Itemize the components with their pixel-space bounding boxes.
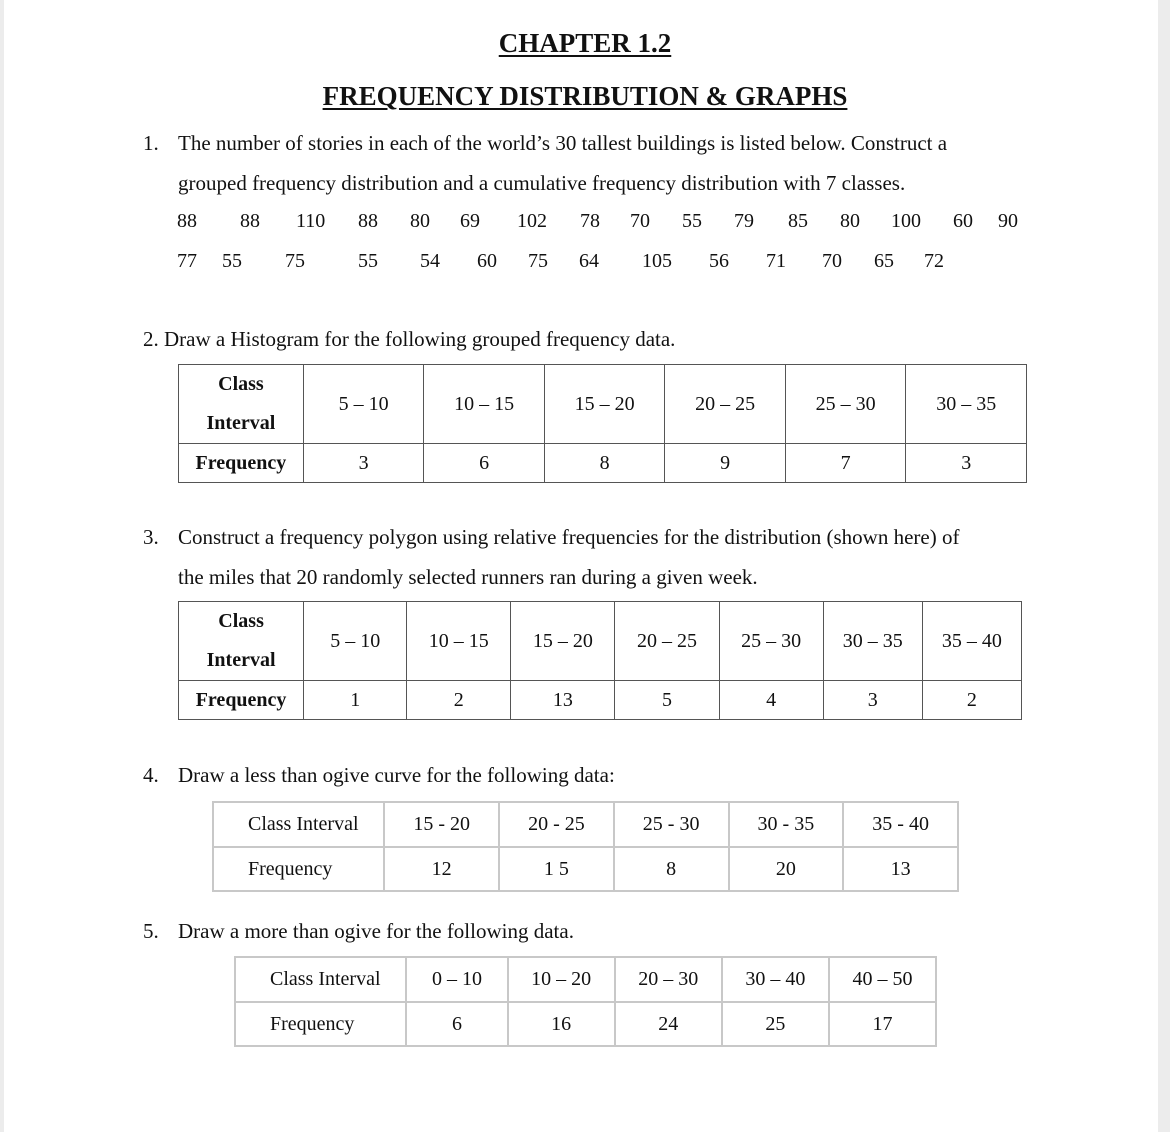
data-value: 75 (528, 250, 548, 272)
q4-number: 4. (143, 763, 159, 787)
frequency-cell: 2 (407, 681, 511, 720)
interval-cell: 5 – 10 (304, 602, 407, 681)
data-value: 80 (840, 210, 860, 232)
frequency-header: Frequency (179, 444, 304, 483)
interval-cell: 25 - 30 (614, 802, 729, 847)
header-line: Class (218, 373, 264, 395)
interval-cell: 20 – 30 (615, 957, 722, 1002)
class-interval-header (179, 365, 304, 444)
q1-text-line1: The number of stories in each of the world’s 30 tallest buildings is listed below. Construct a (178, 131, 948, 155)
q4-frequency-table (212, 801, 959, 892)
frequency-cell: 25 (722, 1002, 829, 1046)
frequency-cell: 2 (922, 681, 1021, 720)
q1-text-line2: grouped frequency distribution and a cumulative frequency distribution with 7 classes. (178, 171, 906, 195)
interval-cell: 35 – 40 (922, 602, 1021, 681)
frequency-cell: 3 (906, 444, 1027, 483)
frequency-cell: 16 (508, 1002, 615, 1046)
interval-cell: 10 – 15 (424, 365, 545, 444)
frequency-cell: 24 (615, 1002, 722, 1046)
interval-cell: 5 – 10 (303, 365, 424, 444)
interval-cell: 10 – 20 (508, 957, 615, 1002)
frequency-header: Frequency (179, 681, 304, 720)
class-interval-header (179, 602, 304, 681)
interval-cell: 30 – 35 (823, 602, 922, 681)
data-value: 77 (177, 250, 197, 272)
data-value: 105 (642, 250, 672, 272)
interval-cell: 0 – 10 (406, 957, 507, 1002)
q3-text-line2: the miles that 20 randomly selected runners ran during a given week. (178, 565, 758, 589)
q5-frequency-table (234, 956, 937, 1047)
frequency-cell: 9 (665, 444, 786, 483)
data-value: 64 (579, 250, 599, 272)
data-value: 65 (874, 250, 894, 272)
q4-text: Draw a less than ogive curve for the following data: (178, 763, 615, 787)
q5-text: Draw a more than ogive for the following data. (178, 919, 574, 943)
frequency-header: Frequency (235, 1002, 406, 1046)
data-value: 88 (358, 210, 378, 232)
interval-cell: 30 – 40 (722, 957, 829, 1002)
data-value: 78 (580, 210, 600, 232)
frequency-cell: 1 (304, 681, 407, 720)
frequency-cell: 8 (544, 444, 665, 483)
data-value: 70 (822, 250, 842, 272)
data-value: 56 (709, 250, 729, 272)
frequency-cell: 20 (729, 847, 844, 891)
frequency-cell: 13 (511, 681, 615, 720)
interval-cell: 25 – 30 (785, 365, 906, 444)
data-value: 70 (630, 210, 650, 232)
q3-frequency-table (178, 601, 1022, 720)
interval-cell: 20 – 25 (615, 602, 719, 681)
interval-cell: 35 - 40 (843, 802, 958, 847)
q3-text-line1: Construct a frequency polygon using relative frequencies for the distribution (shown here) of (178, 525, 960, 549)
data-value: 72 (924, 250, 944, 272)
frequency-cell: 6 (406, 1002, 507, 1046)
frequency-cell: 8 (614, 847, 729, 891)
data-value: 55 (358, 250, 378, 272)
data-value: 90 (998, 210, 1018, 232)
q1-number: 1. (143, 131, 159, 155)
interval-cell: 40 – 50 (829, 957, 936, 1002)
chapter-heading: CHAPTER 1.2 (498, 28, 672, 58)
interval-cell: 30 – 35 (906, 365, 1027, 444)
data-value: 88 (177, 210, 197, 232)
q2-text: 2. Draw a Histogram for the following grouped frequency data. (143, 327, 676, 351)
frequency-cell: 1 5 (499, 847, 614, 891)
data-value: 54 (420, 250, 440, 272)
frequency-cell: 3 (303, 444, 424, 483)
data-value: 102 (517, 210, 547, 232)
interval-cell: 15 - 20 (384, 802, 499, 847)
interval-cell: 15 – 20 (511, 602, 615, 681)
data-value: 69 (460, 210, 480, 232)
data-value: 71 (766, 250, 786, 272)
frequency-cell: 17 (829, 1002, 936, 1046)
data-value: 85 (788, 210, 808, 232)
interval-cell: 30 - 35 (729, 802, 844, 847)
frequency-cell: 6 (424, 444, 545, 483)
data-value: 88 (240, 210, 260, 232)
data-value: 79 (734, 210, 754, 232)
q2-frequency-table (178, 364, 1027, 483)
interval-cell: 20 – 25 (665, 365, 786, 444)
header-line: Class (218, 610, 264, 632)
header-line: Interval (206, 649, 276, 671)
frequency-cell: 3 (823, 681, 922, 720)
data-value: 55 (222, 250, 242, 272)
frequency-header: Frequency (213, 847, 384, 891)
data-value: 100 (891, 210, 921, 232)
frequency-cell: 4 (719, 681, 823, 720)
data-value: 110 (296, 210, 326, 232)
frequency-cell: 12 (384, 847, 499, 891)
frequency-cell: 7 (785, 444, 906, 483)
class-interval-header: Class Interval (213, 802, 384, 847)
interval-cell: 15 – 20 (544, 365, 665, 444)
page-title: FREQUENCY DISTRIBUTION & GRAPHS (322, 81, 848, 111)
data-value: 60 (477, 250, 497, 272)
frequency-cell: 13 (843, 847, 958, 891)
data-value: 60 (953, 210, 973, 232)
header-line: Interval (206, 412, 276, 434)
data-value: 75 (285, 250, 305, 272)
data-value: 55 (682, 210, 702, 232)
q5-number: 5. (143, 919, 159, 943)
class-interval-header: Class Interval (235, 957, 406, 1002)
data-value: 80 (410, 210, 430, 232)
frequency-cell: 5 (615, 681, 719, 720)
interval-cell: 25 – 30 (719, 602, 823, 681)
interval-cell: 20 - 25 (499, 802, 614, 847)
interval-cell: 10 – 15 (407, 602, 511, 681)
q3-number: 3. (143, 525, 159, 549)
